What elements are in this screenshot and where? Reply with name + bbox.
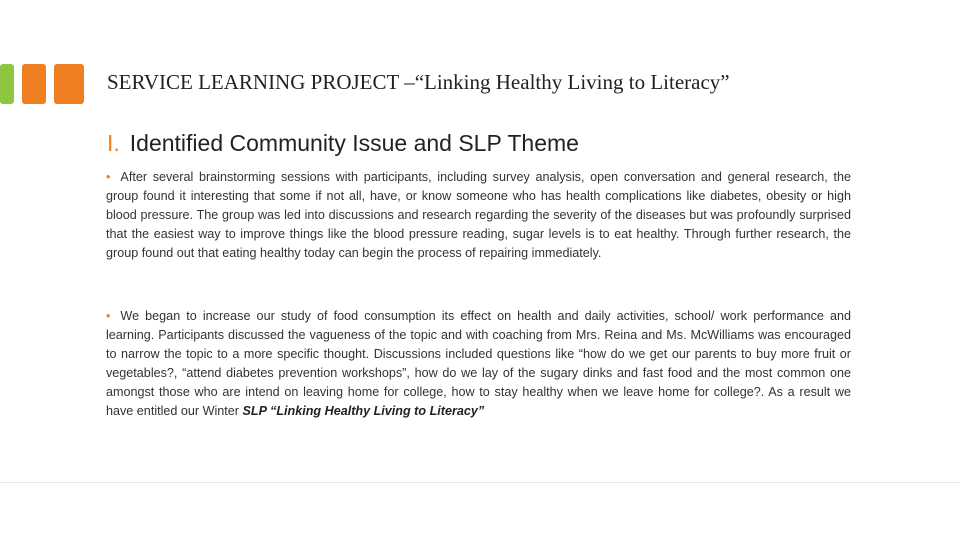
footer-divider: [0, 482, 960, 483]
section-heading: [107, 130, 927, 157]
slide-title: SERVICE LEARNING PROJECT –“Linking Healthy Living to Literacy”: [107, 70, 730, 94]
section-number: I.: [107, 130, 120, 156]
paragraph-2-text: We began to increase our study of food consumption its effect on health and daily activities, school/ work performance and learning. Participants discussed the vagueness of the topic and with coaching from Mrs. Reina and Ms. McWilliams was encouraged to narrow the topic to a more specific thought. Discussions included questions like “how do we get our parents to buy more fruit or vegetables?, “attend diabetes prevention workshops”, how do we lay of the sugary dinks and fast food and the most common one amongst those who are intend on leaving home for college, how to stay healthy when we leave home for college?. As a result we have entitled our Winter: [106, 309, 851, 418]
paragraph-1-text: After several brainstorming sessions with participants, including survey analysis, open conversation and general research, the group found it interesting that some if not all, have, or know someone who has health complications like diabetes, obesity or high blood pressure. The group was led into discussions and research regarding the severity of the diseases but was profoundly surprised that the easiest way to improve things like the blood pressure reading, sugar levels is to eat healthy. Through further research, the group found out that eating healthy today can begin the process of repairing immediately.: [106, 170, 851, 260]
orange-accent-bar: [22, 64, 46, 104]
paragraph-2-emphasis: SLP “Linking Healthy Living to Literacy”: [242, 404, 485, 418]
orange-accent-bar-wide: [54, 64, 84, 104]
bullet-icon: •: [106, 309, 111, 323]
paragraph-1: [106, 168, 851, 263]
section-heading-text: Identified Community Issue and SLP Theme: [129, 130, 579, 156]
paragraph-2: [106, 307, 851, 421]
green-accent-bar: [0, 64, 14, 104]
bullet-icon: •: [106, 170, 111, 184]
